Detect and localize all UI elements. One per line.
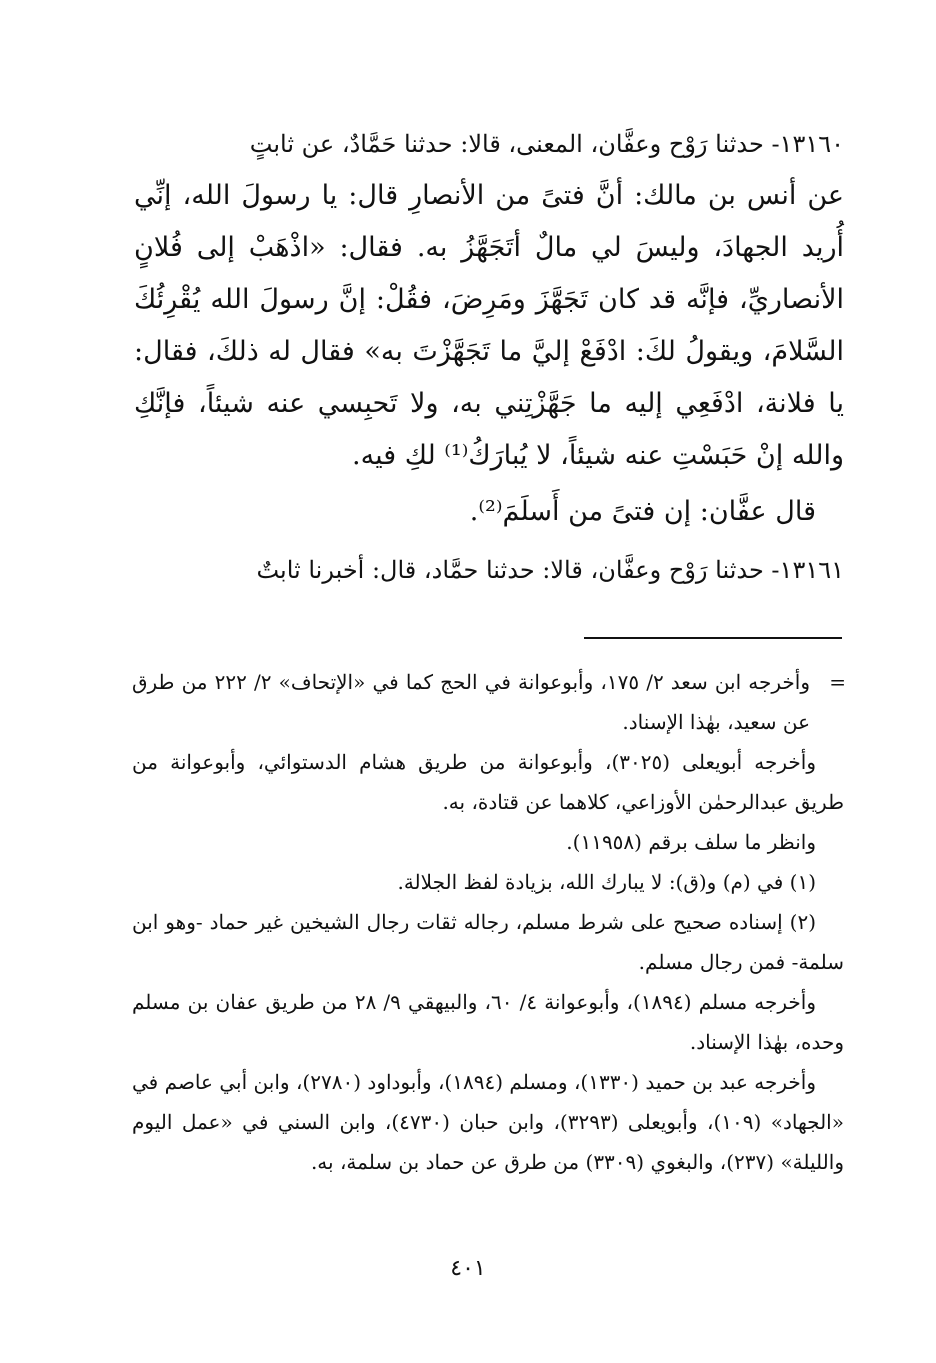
hadith-13160-body: عن أنس بن مالك: أنَّ فتىً من الأنصارِ قال: يا رسولَ الله، إنِّي أُريد الجهادَ، وليسَ لي مالٌ أتَجَهَّزُ به. فقال: «اذْهَبْ إلى فُلانٍ الأنصاريِّ، فإنَّه قد كان تَجَهَّزَ ومَرِضَ، فقُلْ: إنَّ رسولَ الله يُقْرِئُكَ السَّلامَ، ويقولُ لكَ: ادْفَعْ إليَّ ما تَجَهَّزْتَ به» فقال له ذلكَ، فقال: يا فلانة، ادْفَعِي إليه ما جَهَّزْتِني به، ولا تَحبِسي عنه شيئاً، فإنَّكِ والله إنْ حَبَسْتِ عنه شيئاً، لا يُبارَكُ⁽¹⁾ لكِ فيه. — [134, 180, 844, 471]
footnote-para-3: وانظر ما سلف برقم (١١٩٥٨). — [566, 830, 816, 854]
hadith-13160-affan-note: قال عفَّان: إن فتىً من أَسلَمَ⁽²⁾. — [469, 496, 816, 527]
footnote-para-1: وأخرجه ابن سعد ٢/ ١٧٥، وأبوعوانة في الحج كما في «الإتحاف» ٢/ ٢٢٢ من طرق عن سعيد، بهٰذا الإسناد. — [132, 670, 810, 734]
page-number: ٤٠١ — [450, 1256, 486, 1281]
hadith-13160-header: ١٣١٦٠- حدثنا رَوْح وعفَّان، المعنى، قالا: حدثنا حَمَّادٌ، عن ثابتٍ — [249, 130, 844, 158]
footnotes — [132, 662, 844, 1182]
footnote-para-5: وأخرجه عبد بن حميد (١٣٣٠)، ومسلم (١٨٩٤)، وأبوداود (٢٧٨٠)، وابن أبي عاصم في «الجهاد» (١٠٩)، وأبويعلى (٣٢٩٣)، وابن حبان (٤٧٣٠)، وابن السني في «عمل اليوم والليلة» (٢٣٧)، والبغوي (٣٣٠٩) من طرق عن حماد بن سلمة، به. — [132, 1070, 844, 1174]
footnote-continuation — [132, 662, 844, 742]
footnote-1: (١) في (م) و(ق): لا يبارك الله، بزيادة لفظ الجلالة. — [397, 870, 816, 894]
main-text — [134, 118, 844, 596]
footnote-para-2: وأخرجه أبويعلى (٣٠٢٥)، وأبوعوانة من طريق هشام الدستوائي، وأبوعوانة من طريق عبدالرحمٰن الأوزاعي، كلاهما عن قتادة، به. — [132, 750, 844, 814]
hadith-13161-header: ١٣١٦١- حدثنا رَوْح وعفَّان، قالا: حدثنا حمَّاد، قال: أخبرنا ثابتٌ — [256, 556, 844, 584]
footnote-para-4: وأخرجه مسلم (١٨٩٤)، وأبوعوانة ٤/ ٦٠، والبيهقي ٩/ ٢٨ من طريق عفان بن مسلم وحده، بهٰذا الإسناد. — [132, 990, 844, 1054]
continuation-mark: = — [829, 670, 846, 694]
footnote-2: (٢) إسناده صحيح على شرط مسلم، رجاله ثقات رجال الشيخين غير حماد -وهو ابن سلمة- فمن رجال مسلم. — [132, 910, 844, 974]
footnote-separator — [584, 637, 842, 639]
